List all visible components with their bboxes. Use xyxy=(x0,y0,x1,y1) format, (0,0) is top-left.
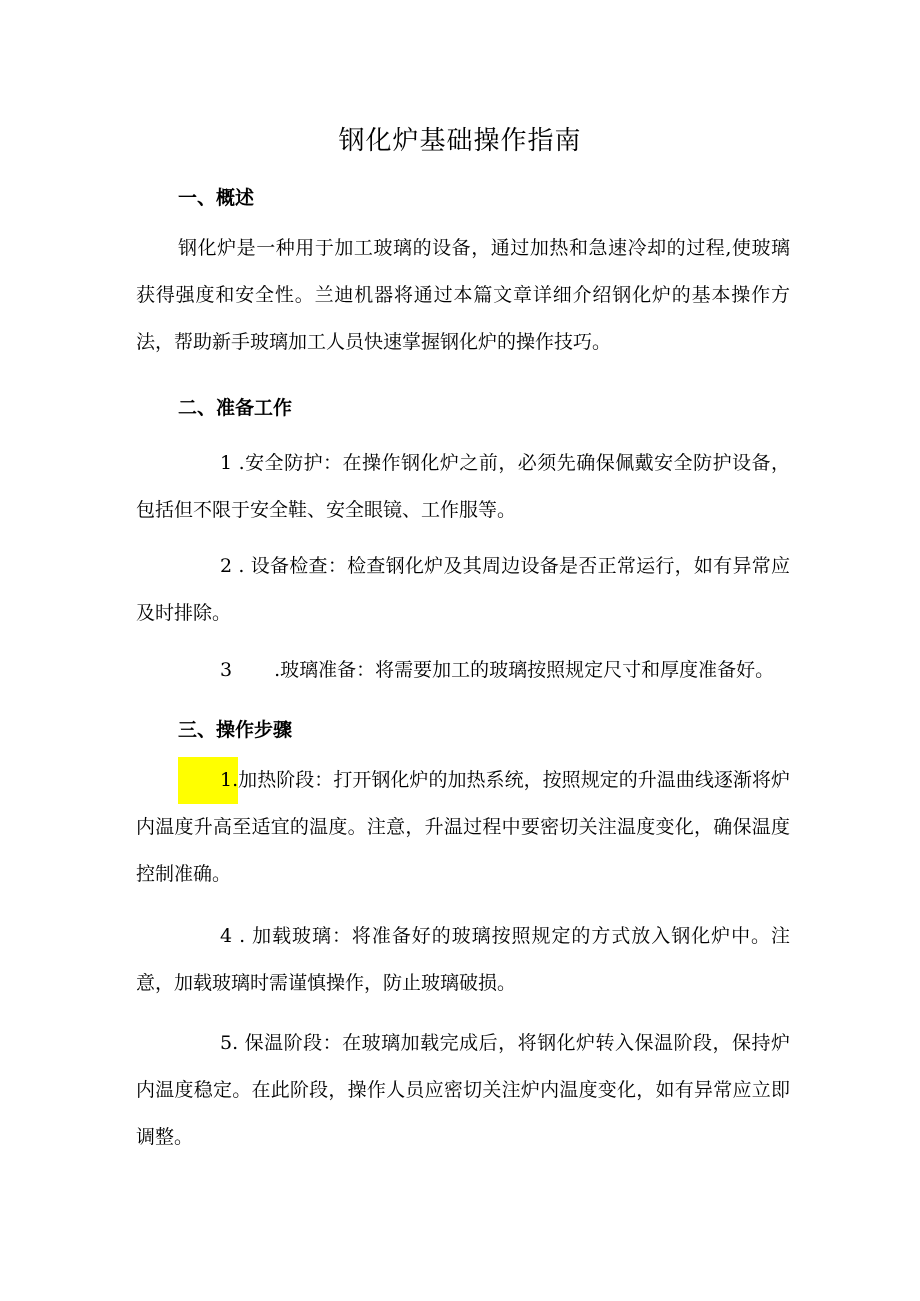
item-number: 1 xyxy=(220,452,233,474)
item-number: 4 xyxy=(220,925,233,947)
section-heading-steps: 三、操作步骤 xyxy=(178,719,293,741)
paragraph-glass-prep xyxy=(136,647,790,694)
item-number: 2 xyxy=(220,555,233,577)
section-heading-overview: 一、概述 xyxy=(178,187,255,209)
section-heading-preparation: 二、准备工作 xyxy=(178,397,293,419)
highlighted-item-number: 1. xyxy=(178,757,238,804)
paragraph-text: 加热阶段：打开钢化炉的加热系统，按照规定的升温曲线逐渐将炉内温度升高至适宜的温度。注意，升温过程中要密切关注温度变化，确保温度控制准确。 xyxy=(136,769,790,885)
paragraph-text: . 加载玻璃：将准备好的玻璃按照规定的方式放入钢化炉中。注意，加载玻璃时需谨慎操作，防止玻璃破损。 xyxy=(136,925,790,994)
paragraph-text: 钢化炉是一种用于加工玻璃的设备，通过加热和急速冷却的过程,使玻璃获得强度和安全性。兰迪机器将通过本篇文章详细介绍钢化炉的基本操作方法，帮助新手玻璃加工人员快速掌握钢化炉的操作技巧。 xyxy=(136,237,790,353)
document-title: 钢化炉基础操作指南 xyxy=(338,126,582,156)
paragraph-overview xyxy=(136,225,790,366)
item-number: 5 xyxy=(220,1032,233,1054)
paragraph-heating xyxy=(136,757,790,898)
paragraph-text: .玻璃准备：将需要加工的玻璃按照规定尺寸和厚度准备好。 xyxy=(274,659,775,681)
paragraph-loading xyxy=(136,913,790,1007)
paragraph-equipment-check xyxy=(136,543,790,637)
paragraph-safety xyxy=(136,440,790,534)
paragraph-text: .安全防护：在操作钢化炉之前，必须先确保佩戴安全防护设备，包括但不限于安全鞋、安全眼镜、工作服等。 xyxy=(136,452,791,521)
paragraph-text: . 保温阶段：在玻璃加载完成后，将钢化炉转入保温阶段，保持炉内温度稳定。在此阶段，操作人员应密切关注炉内温度变化，如有异常应立即调整。 xyxy=(136,1032,790,1148)
paragraph-insulation xyxy=(136,1020,790,1161)
paragraph-text: . 设备检查：检查钢化炉及其周边设备是否正常运行，如有异常应及时排除。 xyxy=(136,555,790,624)
item-number: 3 xyxy=(220,659,233,681)
